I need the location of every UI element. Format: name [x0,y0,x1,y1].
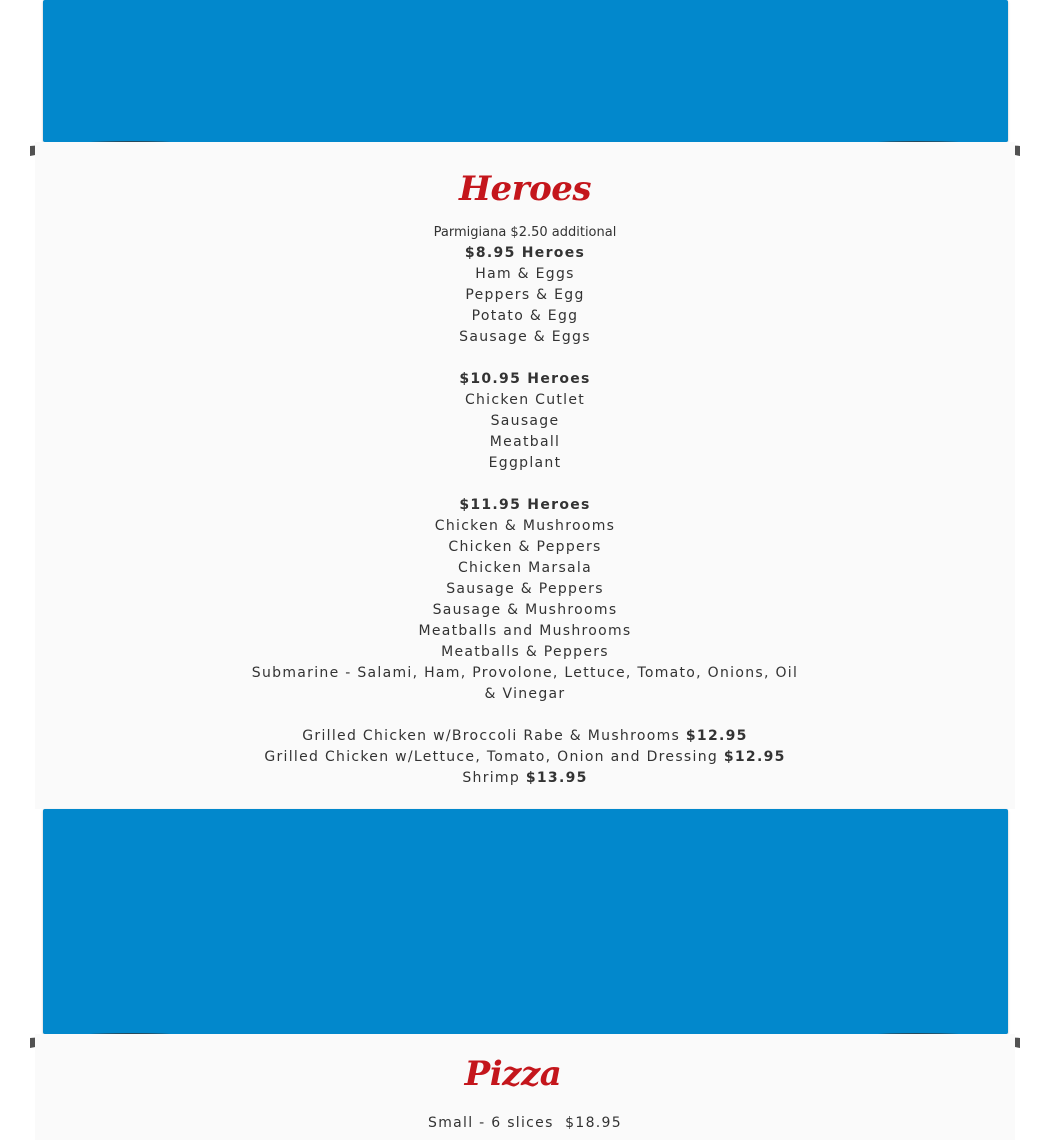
menu-item: Sausage & Peppers [446,581,604,597]
extra-item [35,726,1015,747]
extra-item-price: $13.95 [525,770,588,786]
spacer [35,474,1015,495]
menu-item: Peppers & Egg [465,287,585,303]
spacer [35,348,1015,369]
extra-item [35,768,1015,789]
extra-item-name: Grilled Chicken w/Lettuce, Tomato, Onion and Dressing [264,749,719,765]
menu-item: Small - 6 slices $18.95 [428,1115,622,1131]
menu-item: Chicken Marsala [457,560,593,576]
extra-item-price: $12.95 [685,728,748,744]
pizza-title: Pizza [464,1054,562,1094]
menu-item: Meatball [489,434,561,450]
group-heading-11-95: $11.95 Heroes [459,497,591,513]
pizza-menu [35,1113,1015,1134]
heroes-title: Heroes [458,169,592,209]
menu-item: Chicken Cutlet [464,392,586,408]
heroes-menu [35,222,1015,789]
parmigiana-note: Parmigiana $2.50 additional [433,225,617,240]
menu-item: Potato & Egg [471,308,579,324]
group-heading-8-95: $8.95 Heroes [464,245,586,261]
middle-banner-image [43,809,1008,1034]
menu-item: Meatballs and Mushrooms [418,623,632,639]
menu-item: Eggplant [488,455,562,471]
menu-item: Chicken & Peppers [448,539,602,555]
menu-item: Sausage & Eggs [459,329,591,345]
extra-item-price: $12.95 [723,749,786,765]
menu-item: Sausage [490,413,560,429]
menu-item: Meatballs & Peppers [441,644,609,660]
extra-item-name: Shrimp [462,770,521,786]
top-banner-image [43,0,1008,142]
menu-item: Ham & Eggs [475,266,575,282]
submarine-item: Submarine - Salami, Ham, Provolone, Lettuce, Tomato, Onions, Oil & Vinegar [251,665,799,702]
spacer [35,705,1015,726]
extra-item [35,747,1015,768]
menu-item: Sausage & Mushrooms [432,602,618,618]
menu-item: Chicken & Mushrooms [434,518,616,534]
extra-item-name: Grilled Chicken w/Broccoli Rabe & Mushrooms [302,728,681,744]
group-heading-10-95: $10.95 Heroes [459,371,591,387]
